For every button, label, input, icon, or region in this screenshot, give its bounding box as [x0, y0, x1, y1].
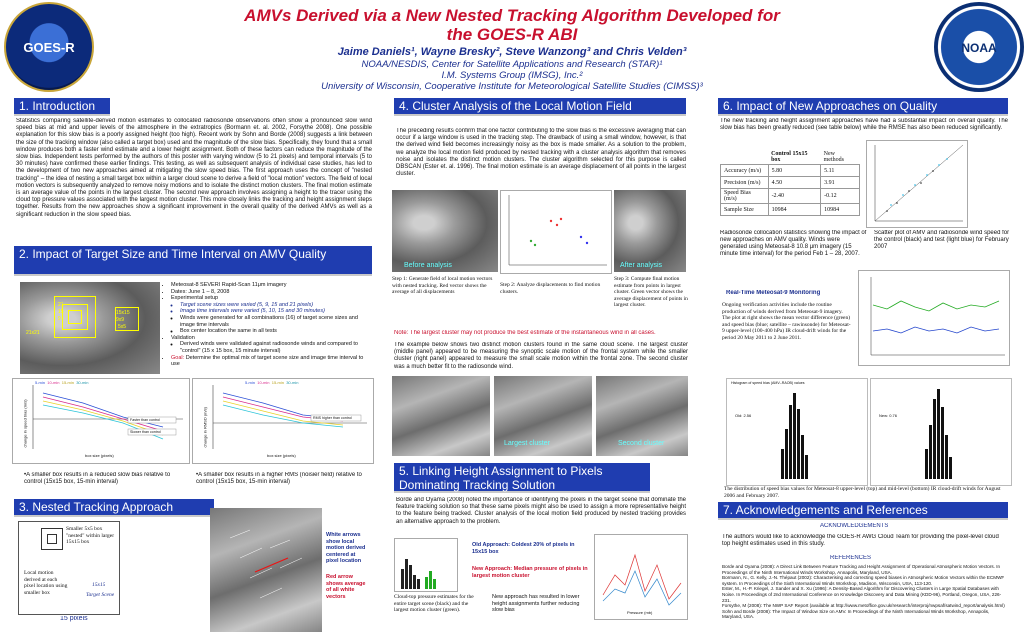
acknowledgements-body: The authors would like to acknowledge the GOES-R AWG Cloud Team for providing the pixel-level cloud top height estimates used in this study.	[722, 534, 999, 547]
target-boxes-image	[20, 282, 160, 374]
new-approach-note: New Approach: Median pressure of pixels in largest motion cluster	[472, 566, 588, 579]
references-title: REFERENCES	[830, 555, 872, 561]
second-cluster-label: Second cluster	[618, 440, 665, 447]
chart-b-ylabel: change in RMSD (m/s)	[202, 407, 208, 448]
acknowledgements-title: ACKNOWLEDGEMENTS	[820, 523, 889, 529]
chart-b-caption: •A smaller box results in a higher RMS (noisier field) relative to control (15x15 box, 15-min interval)	[196, 472, 362, 485]
chart-a-legend	[35, 380, 88, 385]
setup-bullet: • Experimental setup	[171, 295, 370, 302]
local-motion-label: Local motion derived at each pixel location using smaller box	[24, 570, 68, 596]
reference-item: Forsythe, M (2008): The NWP SAF Report (available at http://www.metoffice.gov.uk/research/interproj/nwpsaf/satwind_report/analysis.html)	[722, 603, 1005, 609]
box-label-21: 21	[58, 302, 64, 308]
legend-item: 10-min	[47, 380, 60, 385]
setup-sub-bullet: ◦ Winds were generated for all combinations (16) of target scene sizes and image time intervals	[180, 315, 370, 328]
histogram-upper-new	[870, 378, 1012, 486]
table-cell: 3.91	[821, 177, 860, 189]
rmsd-chart-svg	[193, 379, 373, 463]
section-6-body: The new tracking and height assignment approaches have had a substantial impact on overall quality. The slow bias has been greatly reduced (see table below) while the RMSE has also been reduced significantly.	[720, 118, 1008, 132]
affiliation-1: NOAA/NESDIS, Center for Satellite Applications and Research (STAR)¹	[361, 59, 663, 70]
speed-scatter-plot	[866, 140, 968, 228]
local-motion-vectors-image	[210, 508, 322, 632]
box-label-9: 9	[58, 316, 61, 322]
section-2-setup-list	[162, 282, 370, 374]
section-1-body: Statistics comparing satellite-derived motion estimates to collocated radiosonde observations often show a pronounced slow wind speed bias at mid and upper levels of the atmosphere in the extratropics (Bormann et. al. 2002, Forsythe 2008). One possible explanation for this slow bias is a poorly assigned height (too high). Recent work by Sohn and Borde (2008) suggests a link between the size of the tracking window (also called a target box) used and the magnitude of the slow bias. Specifically, they found that a small window produces both a faster wind estimate and a lower height assignment. Both of these factors can reduce the magnitude of the slow bias. Independent tests performed by the authors of this poster with varying window (5 to 21 pixels) and temporal intervals (5 to 30 minutes) have confirmed these earlier findings. This testing, as well as subsequent analysis of individual case studies, has led to the development of two new approaches aimed at mitigating the slow speed bias. The first approach uses the concept of "nested tracking" – the idea of nesting a small target box within a larger cloud scene to derive a field of "local motion" vectors. The field of local motion vectors is subsequently analyzed to remove noisy motions and to isolate the distinct motion clusters. The final motion estimate is an average value of the points in the largest cluster. The second new approach involves assigning a height to the tracer using the cloud top pressure values associated with the largest motion cluster. This more closely links the tracking and height assignment steps together. Results from the new approaches show a significant improvement in the overall quality of the derived AMVs as well as a significant reduction in the slow speed bias.	[16, 118, 372, 218]
box-label-9x9: 9x9	[116, 317, 125, 323]
histogram-stat-old: Old: 2.56	[735, 413, 752, 418]
legend-item: 15-min	[61, 380, 74, 385]
goal-text: Determine the optimal mix of target scene size and image time interval to use	[171, 354, 364, 368]
section-1-heading: 1. Introduction	[14, 98, 110, 116]
target-scene-label: Target Scene	[86, 592, 115, 598]
setup-bullet: • Meteosat-8 SEVERI Rapid-Scan 11μm imagery	[171, 282, 370, 289]
table-cell: 5.80	[768, 165, 821, 177]
validation-bullet: • Validation	[171, 335, 370, 342]
section-4-heading: 4. Cluster Analysis of the Local Motion Field	[394, 98, 686, 116]
table-header-cell: New methods	[823, 151, 844, 163]
rmsd-chart	[192, 378, 374, 464]
legend-item: 10-min	[257, 380, 270, 385]
reference-item: Bormann, N., G. Kelly, J.-N. Thépaut (2002): Characterising and correcting speed biases in Atmospheric Motion Vectors within the ECMWF system. In Proceedings of the Sixth International Winds Workshop, Madison, Wisconsin, USA, 113-120.	[722, 575, 1005, 586]
setup-bullet: • Dates: June 1 – 8, 2008	[171, 289, 370, 296]
goal-bullet	[171, 355, 370, 368]
setup-sub-bullet: ◦ Image time intervals were varied (5, 10, 15 and 30 minutes)	[180, 308, 370, 315]
table-cell: 10984	[821, 204, 860, 216]
legend-item: 5-min	[35, 380, 46, 385]
table-cell: Sample Size	[721, 204, 769, 216]
meteosat-monitoring-chart	[858, 270, 1010, 366]
reference-item: Borde and Oyama (2008): A Direct Link Between Feature Tracking and Height Assignment of Operational Atmospheric Motion Vectors. In Proceedings of the Ninth International Winds Workshop, Annapolis, Maryland, USA.	[722, 564, 1001, 575]
section-4-example: The example below shows two distinct motion clusters found in the same cloud scene. The largest cluster (middle panel) appeared to be measuring the synoptic scale motion of the frontal system while the smaller cluster (right panel) appeared to measure the small scale motion within the frontal zone. The second cluster was a much better fit to the radiosonde wind.	[394, 342, 688, 370]
cloud-top-caption: Cloud-top pressure estimates for the entire target scene (black) and the largest motion cluster (green).	[394, 594, 474, 614]
goes-r-logo: GOES-R	[4, 2, 94, 92]
quality-table	[720, 150, 860, 216]
after-analysis-image	[614, 190, 686, 272]
red-arrow-note: Red arrow shows average of all white vectors	[326, 574, 366, 600]
table-cell: Precision (m/s)	[721, 177, 769, 189]
box-label-21x21: 21x21	[26, 330, 40, 336]
nested-box-label: Smaller 5x5 box "nested" within larger 15x15 box	[66, 526, 115, 546]
new-approach-result: New approach has resulted in lower height assignments further reducing slow bias	[492, 594, 580, 614]
histogram-title: Histogram of speed bias (AMV–RAOB) values	[731, 381, 805, 385]
box-label-15: 15	[58, 309, 64, 315]
references-list	[722, 564, 1006, 636]
section-2-heading: 2. Impact of Target Size and Time Interval on AMV Quality	[14, 246, 372, 276]
table-row	[721, 204, 860, 216]
distribution-caption: The distribution of speed bias values for Meteosat-8 upper-level (top) and mid-level (bottom) IR cloud-drift winds for August 2006 and February 2007.	[724, 486, 1001, 499]
table-cell: Speed Bias (m/s)	[721, 189, 769, 204]
reference-item: Ester, M., H.-P. Kriegel, J. Sander and X. Xu (1996): A Density-Based Algorithm for Discovering Clusters in Large Spatial Databases with Noise. In Proceedings of 2nd International Conference on Knowledge Discovery and Data Mining (KDD-96), Portland, Oregon, USA, 226-231.	[722, 586, 1002, 603]
chart-b-legend	[245, 380, 298, 385]
scatter-caption: Scatter plot of AMV and radiosonde wind speed for the control (black) and test (light blue) for February 2007	[874, 230, 1010, 250]
title-line-1: AMVs Derived via a New Nested Tracking Algorithm Developed for	[244, 6, 780, 25]
histogram-stat-new: New: 0.76	[879, 413, 898, 418]
chart-b-xlabel: box size (pixels)	[267, 453, 296, 458]
table-cell: 5.11	[821, 165, 860, 177]
legend-item: 30-min	[76, 380, 89, 385]
noaa-logo: NOAA	[934, 2, 1024, 92]
table-cell: -0.12	[821, 189, 860, 204]
authors: Jaime Daniels¹, Wayne Bresky², Steve Wanzong³ and Chris Velden³	[337, 46, 687, 58]
table-header-cell	[721, 150, 769, 165]
cluster-scatter-plot	[500, 190, 612, 274]
validation-sub-bullet: ◦ Derived winds were validated against radiosonde winds and compared to "control" (15 x 15 box, 15 minute interval)	[180, 341, 370, 354]
realtime-title: Real-Time Meteosat-9 Monitoring	[726, 290, 821, 296]
table-cell: -2.40	[768, 189, 821, 204]
table-row	[721, 165, 860, 177]
legend-item: 15-min	[271, 380, 284, 385]
after-analysis-label: After analysis	[620, 262, 663, 269]
speed-bias-chart-svg	[13, 379, 189, 463]
table-header-row	[721, 150, 860, 165]
step-3-caption: Step 3: Compute final motion estimate from points in largest cluster. Green vector shows the average displacement of points in largest cluster.	[614, 276, 688, 309]
setup-sub-bullet: ◦ Target scene sizes were varied (5, 9, 15 and 21 pixels)	[180, 302, 370, 309]
section-3-heading: 3. Nested Tracking Approach	[14, 499, 214, 517]
largest-cluster-label: Largest cluster	[504, 440, 550, 447]
box-size-label: 15x15	[92, 582, 106, 588]
step-1-caption: Step 1: Generate field of local motion vectors with nested tracking. Red vector shows the average of all displacements	[392, 276, 493, 296]
goal-label: Goal:	[171, 354, 185, 361]
chart-a-xlabel: box size (pixels)	[85, 453, 114, 458]
realtime-body: Ongoing verification activities include the routine production of winds derived from Meteosat-9 imagery. The plot at right shows the mean vector difference (green) and speed bias (blue; satellite – rawinsonde) for Meteosat-9 upper-level (100-400 hPa) IR cloud-drift winds for the period 20 May 2011 to 2 June 2011.	[722, 302, 851, 341]
pressure-profile-chart	[594, 534, 688, 620]
white-arrows-note: White arrows show local motion derived centered at pixel location	[326, 532, 366, 565]
section-7-heading: 7. Acknowledgements and References	[718, 502, 1008, 520]
table-cell: 10984	[768, 204, 821, 216]
box-label-15x15: 15x15	[116, 310, 130, 316]
box-label-5x5: 5x5	[118, 324, 127, 330]
legend-item: 30-min	[286, 380, 299, 385]
affiliation-2: I.M. Systems Group (IMSG), Inc.²	[441, 70, 583, 81]
speed-bias-chart	[12, 378, 190, 464]
table-cell: Accuracy (m/s)	[721, 165, 769, 177]
cloud-top-pressure-chart	[394, 538, 458, 592]
pressure-label: Pressure (mb)	[627, 610, 653, 615]
largest-cluster-image	[494, 376, 592, 456]
section-6-heading: 6. Impact of New Approaches on Quality	[718, 98, 1008, 116]
table-cell: 4.50	[768, 177, 821, 189]
pixels-label: 15 pixels	[60, 616, 88, 622]
before-analysis-image	[392, 190, 498, 272]
chart-a-note-slower: Slower than control	[130, 430, 161, 434]
setup-sub-bullet: ◦ Box center location the same in all tests	[180, 328, 370, 335]
second-cluster-image	[596, 376, 688, 456]
section-5-body: Borde and Oyama (2008) noted the importance of identifying the pixels in the target scene that dominate the feature tracking solution so that these same pixels might also be used to assign a more representative height to the feature being tracked. Cluster analysis of the local motion field produced by nested tracking provides an alternative approach to the problem.	[396, 497, 686, 525]
affiliation-3: University of Wisconsin, Cooperative Institute for Meteorological Satellite Studies (CIMSS)³	[321, 81, 703, 92]
legend-item: 5-min	[245, 380, 256, 385]
chart-a-caption: •A smaller box results in a reduced slow bias relative to control (15x15 box, 15-min interval)	[24, 472, 171, 485]
chart-a-ylabel: change in speed bias (m/s)	[22, 399, 28, 448]
section-4-note: Note: The largest cluster may not produce the best estimate of the instantaneous wind in all cases.	[394, 330, 656, 336]
old-approach-note: Old Approach: Coldest 20% of pixels in 15x15 box	[472, 542, 575, 555]
chart-a-note-faster: Faster than control	[130, 418, 160, 422]
step-2-caption: Step 2: Analyze displacements to find motion clusters.	[500, 282, 601, 295]
table-header-cell: Control 15x15 box	[771, 151, 808, 163]
reference-item: Sohn and Borde (2008): The Impact of Window Size on AMV. In Proceedings of the Ninth International Winds Workshop, Annapolis, Maryland, USA.	[722, 608, 990, 620]
table-row	[721, 177, 860, 189]
title-line-2: the GOES-R ABI	[446, 25, 578, 44]
chart-b-note: RMS higher than control	[313, 416, 352, 420]
before-analysis-label: Before analysis	[404, 262, 452, 269]
table-row	[721, 189, 860, 204]
section-4-body: The preceding results confirm that one factor contributing to the slow bias is the excessive averaging that can occur if a large window is used in the tracking step. The drawback of using a small window, however, is that the derived wind field becomes increasingly noisy as the box is made smaller. As a solution to the problem, we analyze the local motion field produced by nested tracking with a cluster analysis algorithm that removes noise and isolates the distinct motion clusters. The cluster algorithm selected for this purpose is called DBSCAN (Ester et. al. 1996). The final motion estimate is an average displacement of all points in the largest cluster.	[396, 128, 686, 178]
radiosonde-caption: Radiosonde collocation statistics showing the impact of new approaches on AMV quality. Winds were generated using Meteosat-8 10.8 μm imagery (15 minute time interval) for the period Feb 1 – 28, 2007.	[720, 230, 867, 257]
example-left-image	[392, 376, 490, 456]
poster-title	[120, 6, 904, 44]
section-5-heading: 5. Linking Height Assignment to Pixels Dominating Tracking Solution	[394, 463, 650, 493]
histogram-upper-old	[726, 378, 868, 486]
